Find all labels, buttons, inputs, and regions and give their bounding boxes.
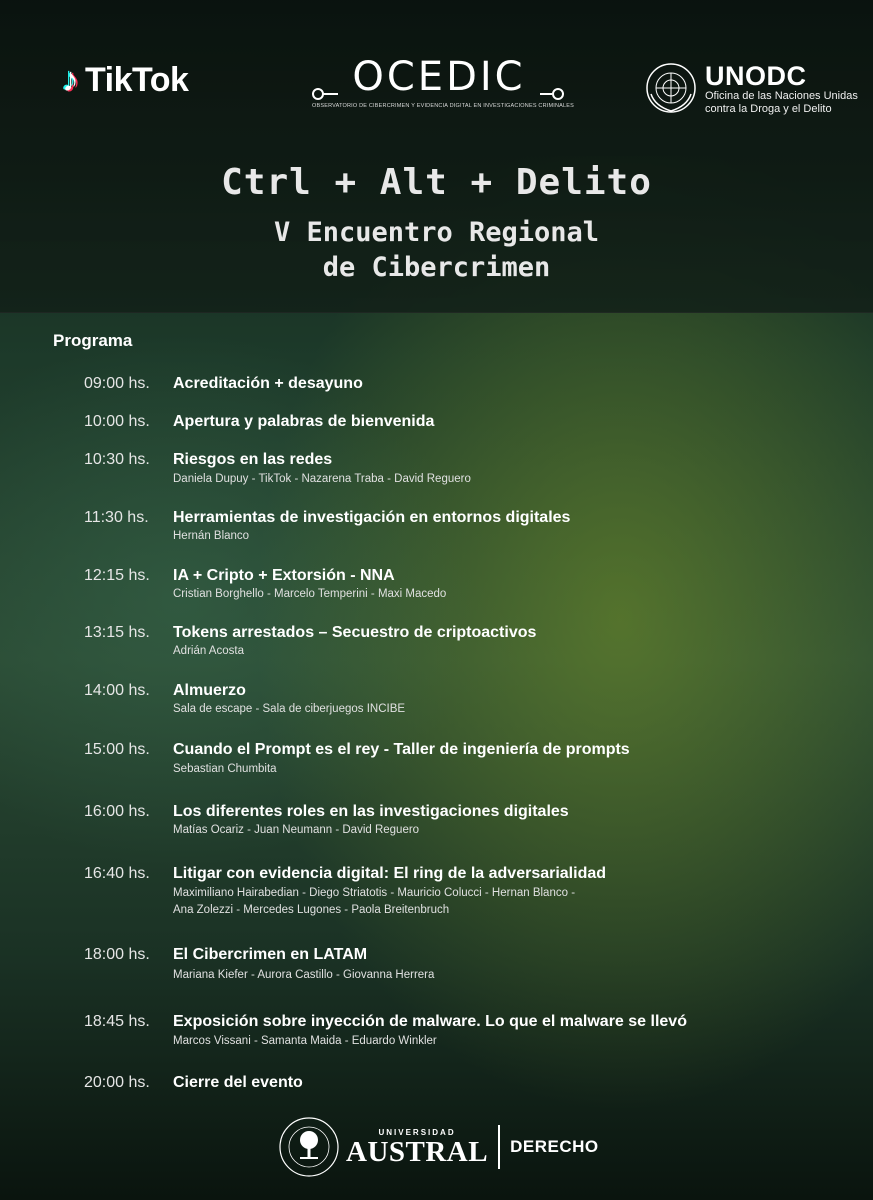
schedule-speakers: Sala de escape - Sala de ciberjuegos INCIBE: [173, 703, 406, 715]
schedule-time: 10:30 hs.: [84, 451, 150, 468]
ocedic-right-dot-icon: [552, 88, 564, 100]
schedule-time: 16:40 hs.: [84, 865, 150, 882]
schedule-speakers: Hernán Blanco: [173, 530, 250, 542]
ocedic-right-line: [540, 93, 552, 95]
derecho-label: DERECHO: [510, 1137, 599, 1156]
ocedic-logo: [312, 54, 575, 117]
schedule-time: 16:00 hs.: [84, 803, 150, 820]
schedule-time: 15:00 hs.: [84, 741, 150, 758]
event-subtitle-line2: de Cibercrimen: [322, 252, 551, 283]
schedule-title: Herramientas de investigación en entornos digitales: [173, 509, 571, 526]
schedule-title: Tokens arrestados – Secuestro de criptoactivos: [173, 624, 537, 641]
tiktok-wordmark: TikTok: [85, 60, 189, 99]
schedule-title: Los diferentes roles en las investigaciones digitales: [173, 803, 569, 820]
austral-seal-icon: [278, 1116, 340, 1178]
footer-divider: [498, 1125, 500, 1169]
schedule-title: IA + Cripto + Extorsión - NNA: [173, 567, 395, 584]
program-heading: Programa: [53, 331, 133, 350]
schedule-title: Litigar con evidencia digital: El ring de la adversarialidad: [173, 865, 607, 882]
schedule-title: Cuando el Prompt es el rey - Taller de ingeniería de prompts: [173, 741, 630, 758]
schedule-title: Riesgos en las redes: [173, 451, 333, 468]
schedule-time: 14:00 hs.: [84, 682, 150, 699]
schedule-title: Acreditación + desayuno: [173, 375, 363, 392]
schedule-title: Exposición sobre inyección de malware. Lo que el malware se llevó: [173, 1013, 687, 1030]
schedule-time: 10:00 hs.: [84, 413, 150, 430]
ocedic-subtitle: OBSERVATORIO DE CIBERCRIMEN Y EVIDENCIA DIGITAL EN INVESTIGACIONES CRIMINALES: [312, 103, 575, 109]
schedule-title: El Cibercrimen en LATAM: [173, 946, 368, 963]
schedule-time: 18:00 hs.: [84, 946, 150, 963]
event-subtitle: [0, 215, 873, 285]
schedule-time: 18:45 hs.: [84, 1013, 150, 1030]
austral-logo: [278, 1117, 599, 1177]
un-emblem-icon: [645, 62, 697, 114]
schedule-speakers: Marcos Vissani - Samanta Maida - Eduardo Winkler: [173, 1035, 437, 1047]
schedule-speakers: Adrián Acosta: [173, 645, 244, 657]
schedule-speakers: Cristian Borghello - Marcelo Temperini - Maxi Macedo: [173, 588, 447, 600]
schedule-time: 12:15 hs.: [84, 567, 150, 584]
schedule-speakers: Maximiliano Hairabedian - Diego Striatotis - Mauricio Colucci - Hernan Blanco -: [173, 887, 576, 899]
schedule-speakers: Ana Zolezzi - Mercedes Lugones - Paola Breitenbruch: [173, 904, 450, 916]
event-subtitle-line1: V Encuentro Regional: [273, 217, 600, 248]
universidad-label: UNIVERSIDAD: [378, 1127, 456, 1137]
schedule-speakers: Matías Ocariz - Juan Neumann - David Reguero: [173, 824, 420, 836]
schedule-time: 09:00 hs.: [84, 375, 150, 392]
schedule-time: 20:00 hs.: [84, 1074, 150, 1091]
schedule-time: 11:30 hs.: [84, 509, 149, 526]
schedule-time: 13:15 hs.: [84, 624, 150, 641]
schedule-speakers: Daniela Dupuy - TikTok - Nazarena Traba - David Reguero: [173, 473, 471, 485]
schedule-speakers: Mariana Kiefer - Aurora Castillo - Giovanna Herrera: [173, 969, 435, 981]
ocedic-wordmark: OCEDIC: [352, 54, 526, 100]
tiktok-logo: [62, 58, 188, 102]
schedule-title: Cierre del evento: [173, 1074, 303, 1091]
unodc-subtitle-line1: Oficina de las Naciones Unidas: [705, 90, 858, 102]
unodc-logo: [645, 62, 858, 118]
schedule-title: Apertura y palabras de bienvenida: [173, 413, 435, 430]
event-title: Ctrl + Alt + Delito: [221, 162, 652, 203]
unodc-wordmark: UNODC: [705, 61, 807, 91]
tiktok-note-icon: ♪: [62, 61, 79, 99]
unodc-subtitle-line2: contra la Droga y el Delito: [705, 103, 832, 115]
austral-wordmark: AUSTRAL: [346, 1135, 489, 1168]
schedule-speakers: Sebastian Chumbita: [173, 763, 277, 775]
schedule-title: Almuerzo: [173, 682, 246, 699]
